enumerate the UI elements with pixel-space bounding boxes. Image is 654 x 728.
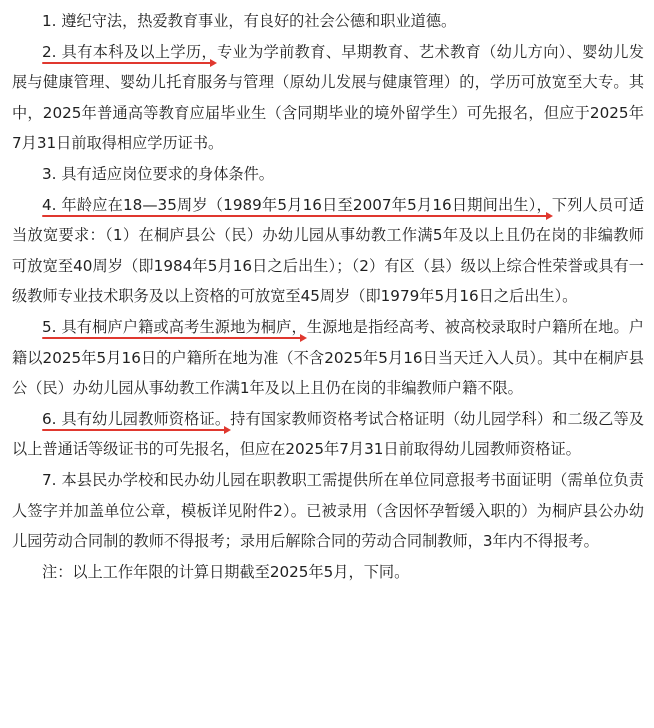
note-text: 注：以上工作年限的计算日期截至2025年5月，下同。 [42, 562, 410, 581]
requirement-6-rest: 。持有国家教师资格考试合格证明（幼儿园学科）和二级乙等及以上普通话等级证书的可先报名，但应在2025年7月31日前取得幼儿园教师资格证。 [12, 409, 645, 459]
requirement-3-health [12, 159, 644, 190]
requirement-2-education [12, 37, 644, 159]
requirement-3-text: 3. 具有适应岗位要求的身体条件。 [42, 164, 274, 183]
requirement-2-rest: ，专业为学前教育、早期教育、艺术教育（幼儿方向）、婴幼儿发展与健康管理、婴幼儿托育服务与管理（原幼儿发展与健康管理）的，学历可放宽至大专。其中，2025年普通高等教育应届毕业生（含同期毕业的境外留学生）可先报名，但应于2025年7月31日前取得相应学历证书。 [12, 42, 644, 153]
requirement-5-household [12, 312, 644, 404]
requirement-4-underlined: 4. 年龄应在18—35周岁（1989年5月16日至2007年5月16日期间出生） [42, 195, 537, 214]
requirement-6-underlined: 6. 具有幼儿园教师资格证 [42, 409, 215, 428]
requirement-5-underlined: 5. 具有桐庐户籍或高考生源地为桐庐 [42, 317, 292, 336]
note [12, 557, 644, 588]
requirement-1-text: 1. 遵纪守法，热爱教育事业，有良好的社会公德和职业道德。 [42, 12, 457, 30]
requirement-7-text: 7. 本县民办学校和民办幼儿园在职教职工需提供所在单位同意报考书面证明（需单位负责人签字并加盖单位公章，模板详见附件2）。已被录用（含因怀孕暂缓入职的）为桐庐县公办幼儿园劳动合同制的教师不得报考；录用后解除合同的劳动合同制教师，3年内不得报考。 [12, 470, 644, 551]
requirement-2-underlined: 2. 具有本科及以上学历 [42, 42, 202, 61]
requirement-4-age [12, 190, 644, 312]
requirement-1 [12, 6, 644, 37]
requirement-4-rest: ，下列人员可适当放宽要求：（1）在桐庐县公（民）办幼儿园从事幼教工作满5年及以上且仍在岗的非编教师可放宽至40周岁（即1984年5月16日之后出生）；（2）有区（县）级以上综合性荣誉或具有一级教师专业技术职务及以上资格的可放宽至45周岁（即1979年5月16日之后出生）。 [12, 195, 645, 306]
requirements-document [12, 6, 644, 587]
requirement-7-private-staff [12, 465, 644, 557]
requirement-6-certificate [12, 404, 644, 465]
requirement-5-rest: ，生源地是指经高考、被高校录取时户籍所在地。户籍以2025年5月16日的户籍所在地为准（不含2025年5月16日当天迁入人员）。其中在桐庐县公（民）办幼儿园从事幼教工作满1年及以上且仍在岗的非编教师户籍不限。 [12, 317, 644, 398]
